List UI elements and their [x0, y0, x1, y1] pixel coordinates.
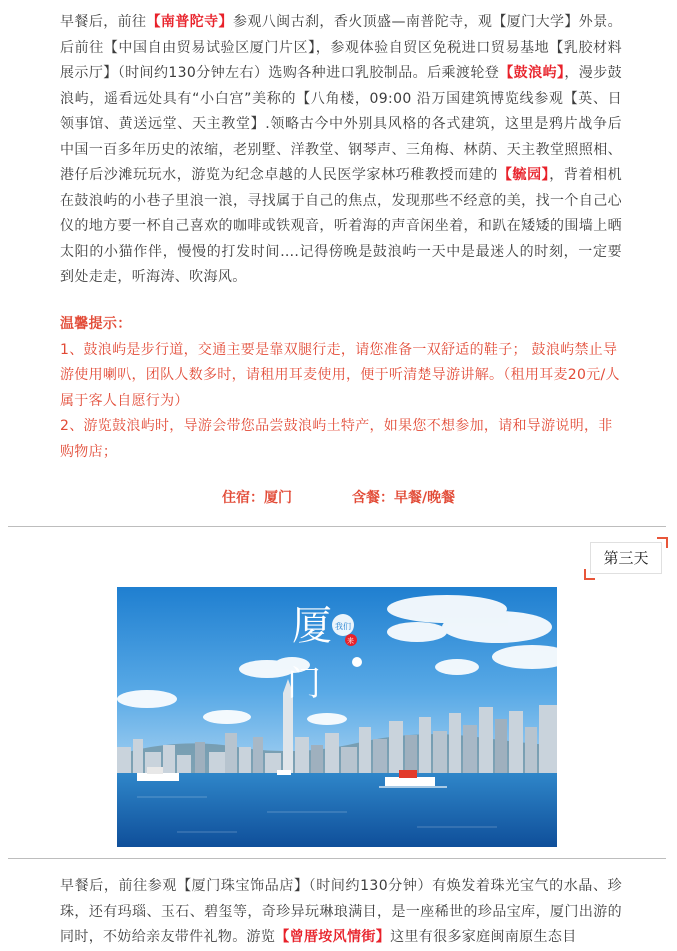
badge-corner-decoration — [584, 569, 595, 580]
photo-calligraphy-1: 厦 — [292, 603, 332, 649]
xiamen-skyline-photo — [117, 587, 557, 847]
tips-section — [60, 312, 622, 465]
accommodation-info: 住宿：厦门 — [222, 490, 292, 506]
photo-calligraphy-2: 门 — [287, 664, 321, 704]
meals-info: 含餐：早餐/晚餐 — [352, 490, 456, 506]
photo-seal-char: 来 — [347, 637, 354, 645]
day2-text-3: ，漫步鼓浪屿，遥看远处具有“小白宫”美称的【八角楼，09:00 沿万国建筑博览线参观【英、日领事馆、黄送远堂、天主教堂】.领略古今中外别具风格的各式建筑，这里是鸦片战争后中国一百多年历史的浓缩，老别墅、洋教堂、钢琴声、三角梅、林荫、天主教堂照照相、港仔后沙滩玩玩水，游览为纪念卓越的人民医学家林巧稚教授而建的 — [60, 65, 623, 183]
day3-badge — [590, 542, 662, 574]
badge-corner-decoration — [657, 537, 668, 548]
highlight-yuyuan: 【毓园】 — [497, 167, 550, 183]
tip-item-2: 2、游览鼓浪屿时，导游会带您品尝鼓浪屿土特产，如果您不想参加，请和导游说明，非购物店； — [60, 418, 613, 460]
day3-badge-label: 第三天 — [603, 549, 649, 567]
highlight-zengcuoan: 【曾厝垵风情街】 — [275, 929, 391, 945]
day2-text-2: 参观八闽古刹，香火顶盛—南普陀寺，观【厦门大学】外景。后前往【中国自由贸易试验区厦门片区】，参观体验自贸区免税进口贸易基地【乳胶材料展示厅】（时间约130分钟左右）选购各种进口乳胶制品。后乘渡轮登 — [60, 14, 622, 81]
day2-text-4: ，背着相机在鼓浪屿的小巷子里浪一浪，寻找属于自己的焦点，发现那些不经意的美，找一个自己心仪的地方要一杯自己喜欢的咖啡或铁观音，听着海的声音闲坐着，和趴在矮矮的围墙上晒太阳的小猫作伴，慢慢的打发时间….记得傍晚是鼓浪屿一天中是最迷人的时刻，一定要到处走走，听海涛、吹海风。 — [60, 167, 622, 285]
day3-text-1: 早餐后，前往参观【厦门珠宝饰品店】（时间约130分钟）有焕发着珠光宝气的水晶、珍珠，还有玛瑙、玉石、碧玺等，奇珍异玩琳琅满目，是一座稀世的珍品宝库，厦门出游的同时，不妨给亲友带件礼物。游览 — [60, 878, 622, 945]
photo-seal-text: 我们 — [335, 622, 351, 631]
tips-title: 温馨提示： — [60, 316, 132, 332]
highlight-gulangyu: 【鼓浪屿】 — [499, 65, 565, 81]
day2-text-1: 早餐后，前往 — [60, 14, 147, 30]
day2-itinerary-paragraph — [60, 10, 622, 291]
day3-itinerary-paragraph — [60, 874, 622, 951]
section-divider — [8, 526, 666, 527]
highlight-nanputuo: 【南普陀寺】 — [146, 14, 233, 30]
tip-item-1: 1、鼓浪屿是步行道，交通主要是靠双腿行走，请您准备一双舒适的鞋子； 鼓浪屿禁止导游使用喇叭，团队人数多时，请租用耳麦使用，便于听清楚导游讲解。（租用耳麦20元/人属于客人自愿行为） — [60, 341, 620, 409]
day3-text-2: 这里有很多家庭闽南原生态目 — [390, 929, 577, 945]
section-divider — [8, 858, 666, 859]
